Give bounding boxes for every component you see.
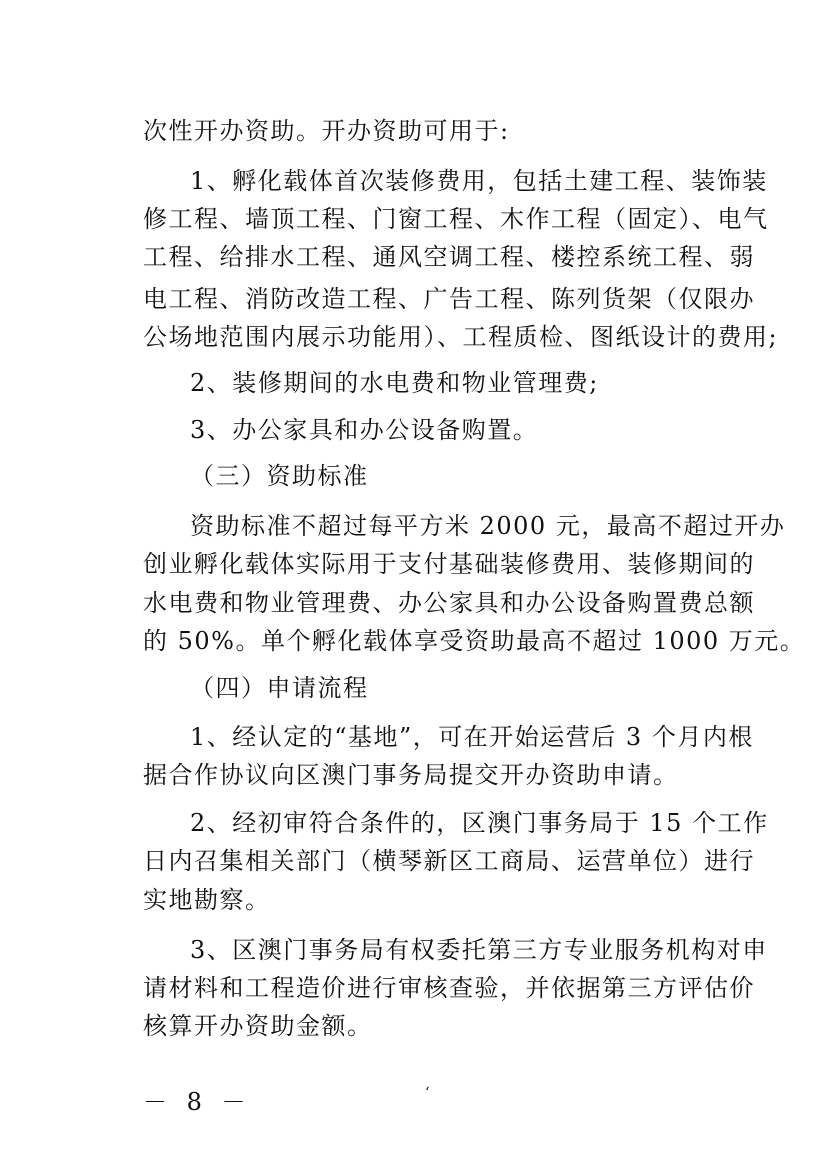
text-line: 水电费和物业管理费、办公家具和办公设备购置费总额	[143, 589, 755, 617]
text-line: 修工程、墙顶工程、门窗工程、木作工程（固定）、电气	[143, 205, 769, 233]
list-item-1: 1、孵化载体首次装修费用，包括土建工程、装饰装	[190, 167, 768, 195]
footer-mark: ‘	[425, 1085, 430, 1101]
list-item-3: 3、区澳门事务局有权委托第三方专业服务机构对申	[190, 936, 768, 964]
text-line: 的 50%。单个孵化载体享受资助最高不超过 1000 万元。	[143, 627, 806, 655]
list-item-2: 2、经初审符合条件的，区澳门事务局于 15 个工作	[190, 809, 769, 837]
text-line: 日内召集相关部门（横琴新区工商局、运营单位）进行	[143, 847, 755, 875]
text-line: 请材料和工程造价进行审核查验，并依据第三方评估价	[143, 974, 755, 1002]
section-heading: （三）资助标准	[190, 462, 369, 490]
page-number: － 8 －	[143, 1088, 252, 1116]
text-line: 次性开办资助。开办资助可用于:	[143, 117, 510, 145]
text-line: 核算开办资助金额。	[143, 1012, 373, 1040]
paragraph-line: 资助标准不超过每平方米 2000 元，最高不超过开办	[190, 512, 786, 540]
list-item-2: 2、装修期间的水电费和物业管理费;	[190, 369, 599, 397]
list-item-3: 3、办公家具和办公设备购置。	[190, 416, 539, 444]
text-line: 实地勘察。	[143, 886, 271, 914]
text-line: 工程、给排水工程、通风空调工程、楼控系统工程、弱	[143, 243, 755, 271]
list-item-1: 1、经认定的“基地”，可在开始运营后 3 个月内根	[190, 723, 754, 751]
text-line: 公场地范围内展示功能用）、工程质检、图纸设计的费用;	[143, 323, 779, 351]
text-line: 创业孵化载体实际用于支付基础装修费用、装修期间的	[143, 550, 755, 578]
text-line: 电工程、消防改造工程、广告工程、陈列货架（仅限办	[143, 285, 755, 313]
text-line: 据合作协议向区澳门事务局提交开办资助申请。	[143, 761, 679, 789]
section-heading: （四）申请流程	[190, 674, 369, 702]
